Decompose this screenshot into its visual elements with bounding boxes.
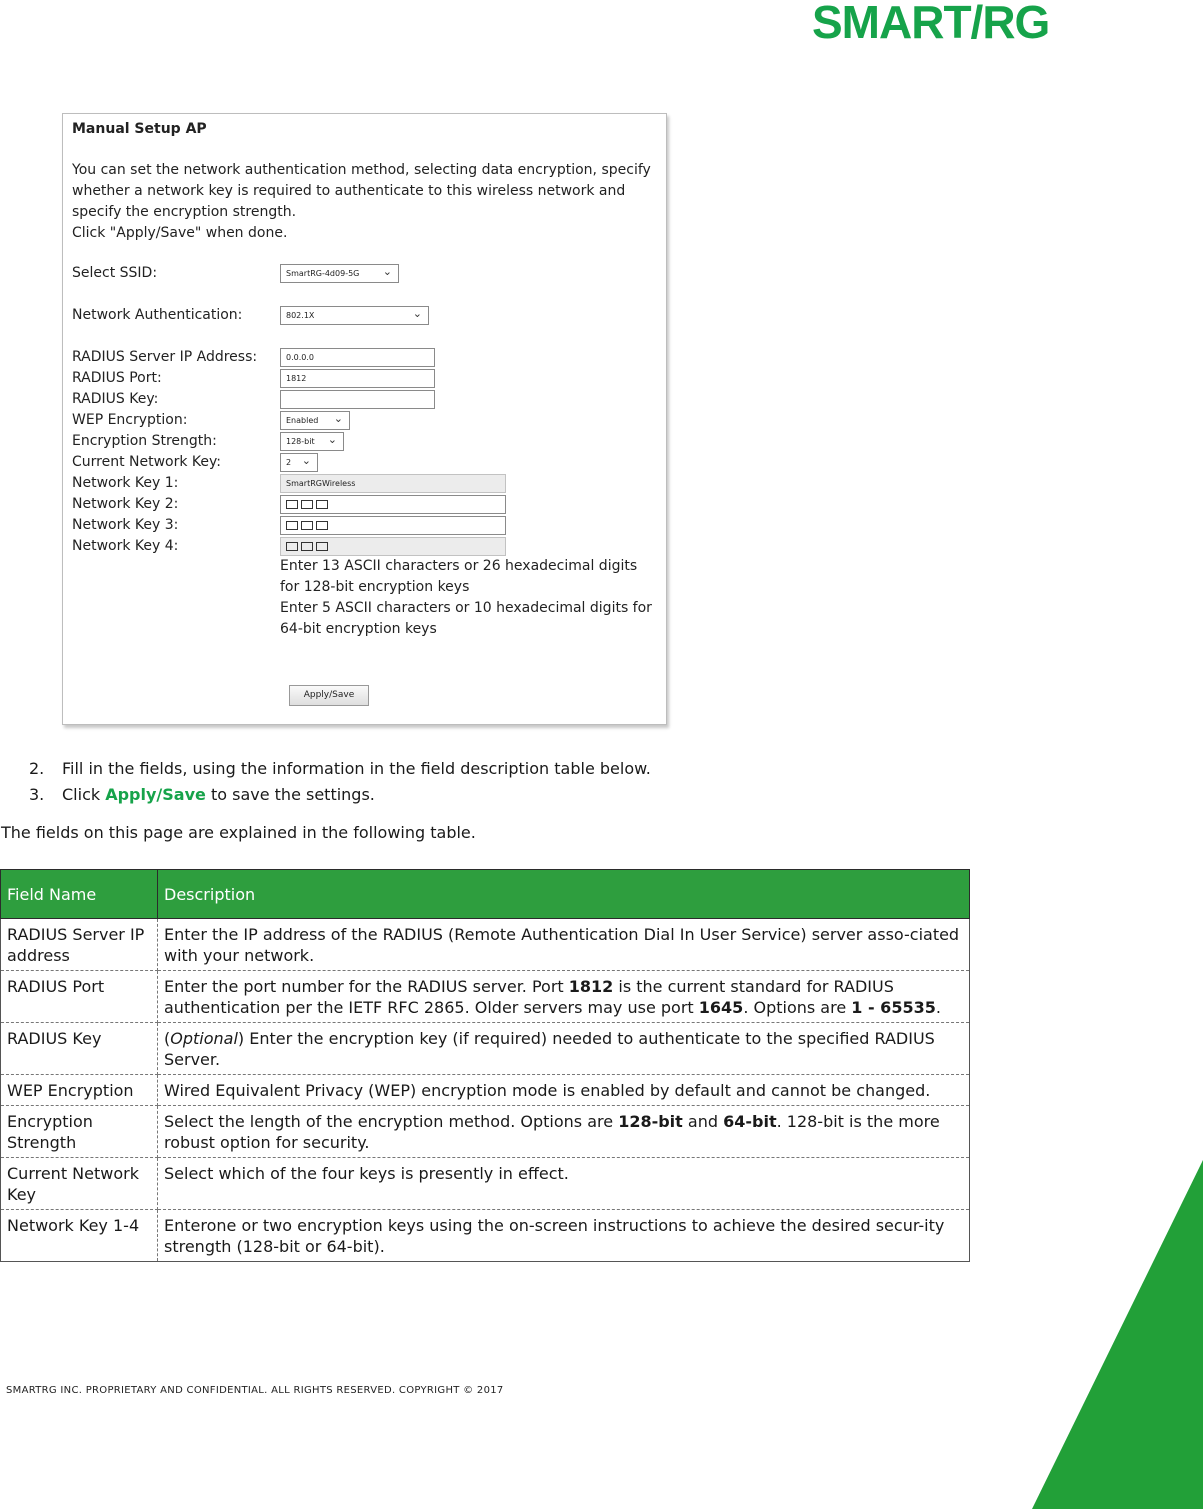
table-row [1, 1158, 970, 1210]
desc-cell: Wired Equivalent Privacy (WEP) encryption mode is enabled by default and cannot be changed. [158, 1075, 970, 1106]
key3-input[interactable] [280, 516, 506, 535]
table-intro: The fields on this page are explained in the following table. [1, 823, 476, 842]
desc-bold: 64-bit [723, 1112, 777, 1131]
hint-64: Enter 5 ASCII characters or 10 hexadecimal digits for 64-bit encryption keys [280, 600, 652, 637]
masked-char-icon [301, 542, 313, 551]
hint-128: Enter 13 ASCII characters or 26 hexadecimal digits for 128-bit encryption keys [280, 558, 638, 595]
wep-label: WEP Encryption: [72, 412, 188, 428]
desc-cell: Select which of the four keys is presently in effect. [158, 1158, 970, 1210]
desc-bold: 1645 [698, 998, 744, 1017]
desc-text: Select the length of the encryption method. Options are [164, 1112, 619, 1131]
key1-label: Network Key 1: [72, 475, 179, 491]
masked-char-icon [286, 521, 298, 530]
key2-label: Network Key 2: [72, 496, 179, 512]
desc-text: . 128-bit is the more robust option for security. [164, 1112, 940, 1152]
masked-char-icon [301, 521, 313, 530]
key4-input[interactable] [280, 537, 506, 556]
desc-cell: (Optional) Enter the encryption key (if required) needed to authenticate to the specified RADIUS Server. [158, 1023, 970, 1075]
key4-label: Network Key 4: [72, 538, 179, 554]
masked-char-icon [316, 542, 328, 551]
desc-cell: Enterone or two encryption keys using the on-screen instructions to achieve the desired secur-ity strength (128-bit or 64-bit). [158, 1210, 970, 1262]
current-key-select[interactable]: 2 ⌄ [280, 453, 318, 472]
table-row [1, 1023, 970, 1075]
header-field-name: Field Name [1, 870, 158, 919]
masked-char-icon [316, 521, 328, 530]
table-row [1, 1210, 970, 1262]
table-row [1, 971, 970, 1023]
radius-key-label: RADIUS Key: [72, 391, 159, 407]
radius-ip-input[interactable]: 0.0.0.0 [280, 348, 435, 367]
apply-save-button[interactable]: Apply/Save [289, 685, 369, 706]
corner-triangle-decoration [1032, 1160, 1203, 1509]
desc-text: . [935, 998, 941, 1017]
screenshot-title: Manual Setup AP [72, 121, 207, 137]
current-key-label: Current Network Key: [72, 454, 222, 470]
step-number: 3. [29, 785, 45, 804]
desc-text: . Options are [743, 998, 852, 1017]
screenshot-intro [72, 160, 662, 244]
desc-cell: Enter the IP address of the RADIUS (Remote Authentication Dial In User Service) server asso-ciated with your network. [158, 919, 970, 971]
desc-text: is the current standard for RADIUS authentication per the IETF RFC 2865. Older servers may use port [164, 977, 894, 1017]
key-hints [280, 556, 660, 640]
step-item [29, 756, 651, 782]
desc-cell [158, 971, 970, 1023]
strength-select[interactable]: 128-bit ⌄ [280, 432, 344, 451]
desc-text: and [682, 1112, 724, 1131]
field-cell: Encryption Strength [1, 1106, 158, 1158]
table-row [1, 919, 970, 971]
field-cell: Current Network Key [1, 1158, 158, 1210]
field-description-table [0, 869, 970, 1262]
table-row [1, 1106, 970, 1158]
apply-save-reference: Apply/Save [105, 785, 206, 804]
green-triangle [1032, 1160, 1203, 1509]
ssid-select[interactable]: SmartRG-4d09-5G ⌄ [280, 264, 399, 283]
wep-select[interactable]: Enabled ⌄ [280, 411, 350, 430]
radius-ip-label: RADIUS Server IP Address: [72, 349, 258, 365]
desc-bold: 1812 [568, 977, 614, 996]
step-number: 2. [29, 759, 45, 778]
field-cell: Network Key 1-4 [1, 1210, 158, 1262]
step-text: Click [62, 785, 106, 804]
desc-text: Enter the port number for the RADIUS server. Port [164, 977, 569, 996]
masked-char-icon [316, 500, 328, 509]
table-header-row [1, 870, 970, 919]
desc-text: ) Enter the encryption key (if required) needed to authenticate to the specified RADIUS Server. [164, 1029, 935, 1069]
step-text: Fill in the fields, using the information in the field description table below. [62, 759, 651, 778]
header-description: Description [158, 870, 970, 919]
masked-char-icon [301, 500, 313, 509]
step-item [29, 782, 651, 808]
table-row [1, 1075, 970, 1106]
field-cell: RADIUS Port [1, 971, 158, 1023]
radius-key-input[interactable] [280, 390, 435, 409]
field-cell: RADIUS Server IP address [1, 919, 158, 971]
key1-input[interactable]: SmartRGWireless [280, 474, 506, 493]
copyright-footer: SMARTRG INC. PROPRIETARY AND CONFIDENTIAL. ALL RIGHTS RESERVED. COPYRIGHT © 2017 [6, 1385, 504, 1396]
manual-setup-ap-screenshot [62, 113, 667, 725]
intro-text: You can set the network authentication method, selecting data encryption, specify whether a network key is required to authenticate to this wireless network and specify the encryption strength. [72, 162, 651, 220]
desc-italic: Optional [170, 1029, 238, 1048]
desc-cell [158, 1106, 970, 1158]
radius-port-label: RADIUS Port: [72, 370, 162, 386]
desc-bold: 1 - 65535 [851, 998, 936, 1017]
field-cell: RADIUS Key [1, 1023, 158, 1075]
step-text: to save the settings. [205, 785, 375, 804]
masked-char-icon [286, 500, 298, 509]
radius-port-input[interactable]: 1812 [280, 369, 435, 388]
auth-select[interactable]: 802.1X ⌄ [280, 306, 429, 325]
desc-bold: 128-bit [618, 1112, 683, 1131]
strength-label: Encryption Strength: [72, 433, 217, 449]
masked-char-icon [286, 542, 298, 551]
auth-label: Network Authentication: [72, 307, 243, 323]
steps-list [29, 756, 651, 808]
ssid-label: Select SSID: [72, 265, 158, 281]
key3-label: Network Key 3: [72, 517, 179, 533]
key2-input[interactable] [280, 495, 506, 514]
smartrg-logo: SMART/RG [812, 0, 1050, 48]
field-cell: WEP Encryption [1, 1075, 158, 1106]
intro-text-2: Click "Apply/Save" when done. [72, 225, 288, 241]
